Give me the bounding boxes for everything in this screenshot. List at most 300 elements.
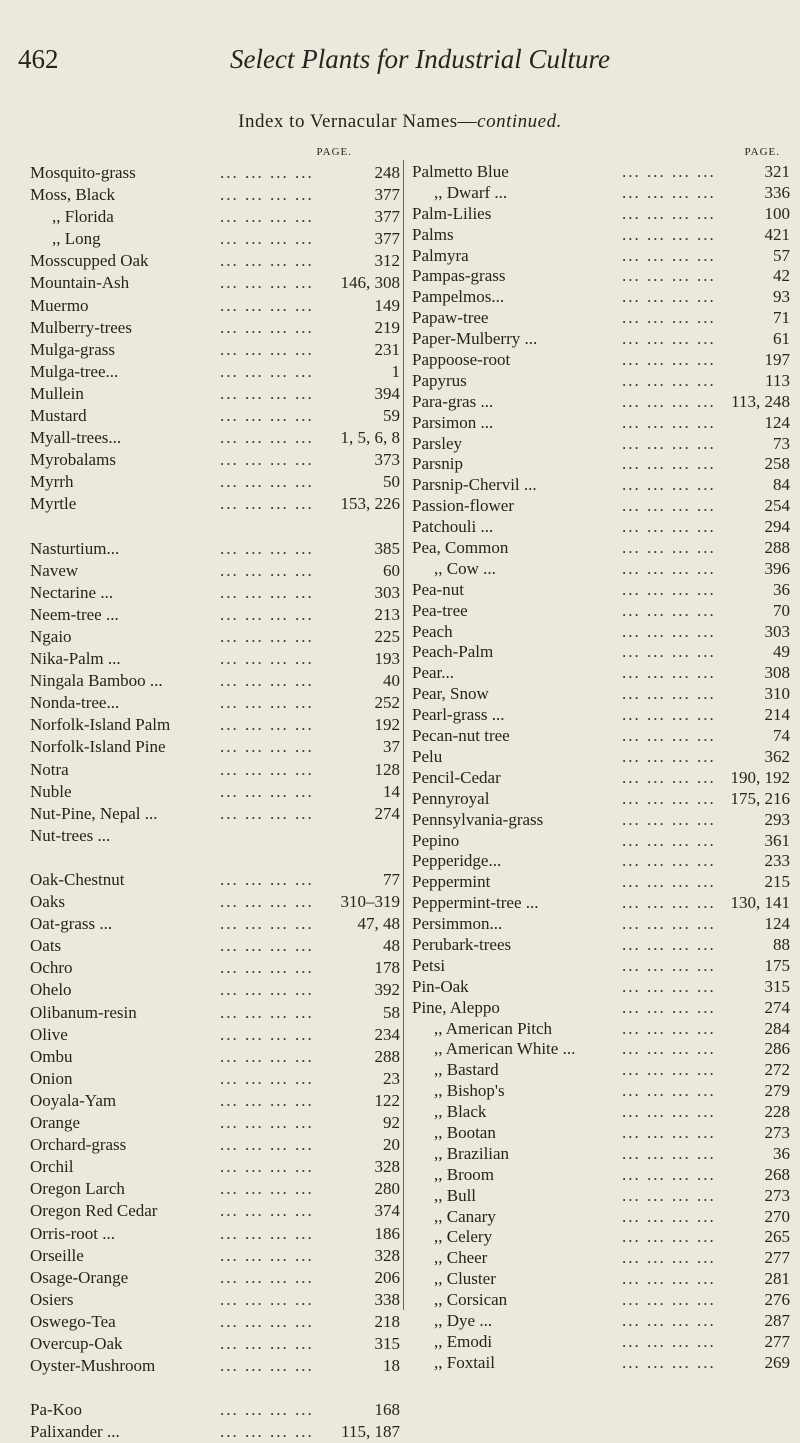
- index-entry: [412, 914, 790, 935]
- entry-page: 113: [765, 370, 790, 390]
- index-entry: [30, 957, 400, 979]
- entry-page: 284: [764, 1018, 790, 1038]
- index-entry: [412, 183, 790, 204]
- index-entry: [30, 162, 400, 184]
- leader-dots: ... ... ... ...: [622, 1081, 716, 1101]
- leader-dots: ... ... ... ...: [220, 626, 314, 646]
- entry-page: 49: [773, 642, 790, 662]
- leader-dots: ... ... ... ...: [220, 163, 314, 182]
- leader-dots: ... ... ... ...: [220, 1289, 314, 1309]
- entry-page: 294: [764, 517, 790, 537]
- leader-dots: ... ... ... ...: [622, 558, 716, 578]
- entry-page: 71: [773, 308, 790, 328]
- entry-name: Pearl-grass ...: [412, 705, 505, 725]
- leader-dots: ... ... ... ...: [220, 914, 314, 934]
- entry-page: 74: [773, 726, 790, 746]
- entry-name: Osiers: [30, 1289, 74, 1309]
- entry-name: Mulga-grass: [30, 339, 115, 359]
- leader-dots: ... ... ... ...: [622, 266, 716, 286]
- leader-dots: ... ... ... ...: [220, 649, 314, 669]
- entry-name: Oyster-Mushroom: [30, 1356, 156, 1376]
- entry-name: Peppermint-tree ...: [412, 893, 539, 913]
- leader-dots: ... ... ... ...: [622, 976, 716, 996]
- leader-dots: ... ... ... ...: [622, 1206, 716, 1226]
- entry-page: 37: [383, 737, 400, 757]
- leader-dots: ... ... ... ...: [622, 245, 716, 265]
- entry-page: 149: [374, 295, 400, 315]
- index-entry: [30, 405, 400, 427]
- leader-dots: ... ... ... ...: [622, 162, 716, 181]
- leader-dots: ... ... ... ...: [622, 496, 716, 516]
- entry-name: Pear...: [412, 663, 455, 683]
- leader-dots: ... ... ... ...: [220, 870, 314, 889]
- entry-name: Pea-tree: [412, 600, 468, 620]
- entry-name: Oaks: [30, 892, 65, 912]
- entry-name: Pennyroyal: [412, 788, 490, 808]
- entry-page: 274: [374, 803, 400, 823]
- entry-name: Pennsylvania-grass: [412, 809, 544, 829]
- leader-dots: ... ... ... ...: [220, 472, 314, 492]
- entry-page: 214: [764, 705, 790, 725]
- index-entry: [30, 648, 400, 670]
- entry-name: Nut-Pine, Nepal ...: [30, 803, 158, 823]
- entry-page: 336: [764, 182, 790, 202]
- index-entry: [30, 471, 400, 493]
- entry-page: 73: [773, 433, 790, 453]
- entry-name: Orseille: [30, 1245, 84, 1265]
- entry-page: 286: [764, 1039, 790, 1059]
- leader-dots: ... ... ... ...: [220, 604, 314, 624]
- index-entry: [412, 266, 790, 287]
- index-entry: [30, 759, 400, 781]
- entry-page: 186: [374, 1223, 400, 1243]
- index-entry: [30, 935, 400, 957]
- entry-name: Muermo: [30, 295, 89, 315]
- entry-page: 233: [764, 851, 790, 871]
- entry-page: 50: [383, 472, 400, 492]
- entry-name: Palmetto Blue: [412, 162, 509, 181]
- entry-name: Mustard: [30, 406, 87, 426]
- leader-dots: ... ... ... ...: [622, 914, 716, 934]
- index-entry: [412, 225, 790, 246]
- leader-dots: ... ... ... ...: [622, 538, 716, 558]
- entry-page: 18: [383, 1356, 400, 1376]
- leader-dots: ... ... ... ...: [622, 997, 716, 1017]
- entry-name: ,, Corsican: [434, 1290, 508, 1310]
- leader-dots: ... ... ... ...: [622, 475, 716, 495]
- leader-dots: ... ... ... ...: [220, 339, 314, 359]
- entry-page: 328: [374, 1245, 400, 1265]
- leader-dots: ... ... ... ...: [220, 450, 314, 470]
- entry-page: 377: [374, 185, 400, 205]
- leader-dots: ... ... ... ...: [220, 781, 314, 801]
- index-entry: [30, 361, 400, 383]
- entry-page: 308: [764, 663, 790, 683]
- entry-name: Para-gras ...: [412, 391, 494, 411]
- index-entry: [412, 622, 790, 643]
- entry-name: ,, Celery: [434, 1227, 493, 1247]
- leader-dots: ... ... ... ...: [622, 851, 716, 871]
- entry-page: 215: [764, 872, 790, 892]
- leader-dots: ... ... ... ...: [622, 329, 716, 349]
- entry-name: Neem-tree ...: [30, 604, 119, 624]
- leader-dots: ... ... ... ...: [220, 1245, 314, 1265]
- leader-dots: ... ... ... ...: [622, 1018, 716, 1038]
- leader-dots: ... ... ... ...: [220, 1400, 314, 1420]
- entry-page: 276: [764, 1290, 790, 1310]
- entry-name: Ningala Bamboo ...: [30, 671, 163, 691]
- index-entry: [412, 726, 790, 747]
- index-entry: [412, 998, 790, 1019]
- leader-dots: ... ... ... ...: [220, 582, 314, 602]
- entry-name: Parsley: [412, 433, 463, 453]
- leader-dots: ... ... ... ...: [622, 391, 716, 411]
- entry-name: Moss, Black: [30, 185, 115, 205]
- entry-page: 277: [764, 1331, 790, 1351]
- leader-dots: ... ... ... ...: [622, 1060, 716, 1080]
- page-column-heading: PAGE.: [744, 146, 780, 158]
- index-entry: [412, 1019, 790, 1040]
- entry-page: 193: [374, 649, 400, 669]
- leader-dots: ... ... ... ...: [622, 579, 716, 599]
- leader-dots: ... ... ... ...: [220, 560, 314, 580]
- entry-name: Pencil-Cedar: [412, 767, 501, 787]
- entry-page: 328: [374, 1157, 400, 1177]
- entry-page: 153, 226: [340, 494, 400, 514]
- entry-page: 362: [764, 746, 790, 766]
- entry-name: ,, Bull: [434, 1185, 477, 1205]
- entry-page: 36: [773, 1143, 790, 1163]
- index-entry: [412, 454, 790, 475]
- index-entry: [412, 1207, 790, 1228]
- leader-dots: ... ... ... ...: [220, 715, 314, 735]
- index-entry: [30, 272, 400, 294]
- entry-page: 124: [764, 412, 790, 432]
- index-entry: [30, 1333, 400, 1355]
- entry-page: 88: [773, 934, 790, 954]
- leader-dots: ... ... ... ...: [622, 1227, 716, 1247]
- index-entry: [30, 1024, 400, 1046]
- leader-dots: ... ... ... ...: [220, 1267, 314, 1287]
- leader-dots: ... ... ... ...: [622, 370, 716, 390]
- index-entry: [30, 979, 400, 1001]
- entry-name: Pea-nut: [412, 579, 464, 599]
- leader-dots: ... ... ... ...: [622, 350, 716, 370]
- index-entry: [412, 1165, 790, 1186]
- entry-name: Ochro: [30, 958, 73, 978]
- entry-name: Orchil: [30, 1157, 74, 1177]
- left-index-column: [30, 142, 400, 1443]
- entry-name: Pin-Oak: [412, 976, 469, 996]
- leader-dots: ... ... ... ...: [220, 229, 314, 249]
- index-entry: [412, 1290, 790, 1311]
- entry-name: Myrrh: [30, 472, 74, 492]
- index-entry: [30, 317, 400, 339]
- entry-page: 288: [374, 1046, 400, 1066]
- entry-page: 192: [374, 715, 400, 735]
- entry-page: 92: [383, 1113, 400, 1133]
- index-entry: [412, 538, 790, 559]
- index-entry: [412, 1102, 790, 1123]
- leader-dots: ... ... ... ...: [220, 1311, 314, 1331]
- entry-page: 70: [773, 600, 790, 620]
- entry-page: 42: [773, 266, 790, 286]
- column-divider: [403, 160, 404, 1310]
- leader-dots: ... ... ... ...: [622, 934, 716, 954]
- index-entry: [30, 670, 400, 692]
- entry-page: 100: [764, 203, 790, 223]
- index-entry: [30, 1090, 400, 1112]
- index-entry: [30, 626, 400, 648]
- entry-name: Mountain-Ash: [30, 273, 130, 293]
- entry-page: 60: [383, 560, 400, 580]
- index-entry: [412, 392, 790, 413]
- leader-dots: ... ... ... ...: [622, 642, 716, 662]
- page-header: [0, 44, 800, 94]
- leader-dots: ... ... ... ...: [622, 182, 716, 202]
- leader-dots: ... ... ... ...: [220, 207, 314, 227]
- index-entry: [30, 1311, 400, 1333]
- entry-name: Pepino: [412, 830, 460, 850]
- entry-name: Myrobalams: [30, 450, 116, 470]
- entry-page: 269: [764, 1352, 790, 1372]
- leader-dots: ... ... ... ...: [220, 361, 314, 381]
- index-entry: [30, 1267, 400, 1289]
- entry-name: Mulga-tree...: [30, 361, 119, 381]
- entry-page: 258: [764, 454, 790, 474]
- group-gap: [30, 1377, 400, 1399]
- leader-dots: ... ... ... ...: [622, 1122, 716, 1142]
- leader-dots: ... ... ... ...: [220, 892, 314, 912]
- entry-name: Overcup-Oak: [30, 1333, 123, 1353]
- entry-name: Pelu: [412, 746, 443, 766]
- entry-name: ,, Cluster: [434, 1269, 496, 1289]
- entry-name: Pea, Common: [412, 538, 509, 558]
- index-entry: [412, 872, 790, 893]
- entry-page: 281: [764, 1269, 790, 1289]
- index-entry: [412, 496, 790, 517]
- entry-name: Nasturtium...: [30, 538, 120, 558]
- index-entry: [30, 1134, 400, 1156]
- entry-name: ,, Black: [434, 1102, 487, 1122]
- leader-dots: ... ... ... ...: [622, 600, 716, 620]
- leader-dots: ... ... ... ...: [220, 737, 314, 757]
- leader-dots: ... ... ... ...: [220, 428, 314, 448]
- leader-dots: ... ... ... ...: [220, 1046, 314, 1066]
- entry-name: ,, Dwarf ...: [434, 182, 508, 202]
- index-entry: [412, 810, 790, 831]
- index-entry: [30, 736, 400, 758]
- index-entry: [30, 1178, 400, 1200]
- entry-name: Oregon Red Cedar: [30, 1201, 158, 1221]
- entry-name: Papyrus: [412, 370, 467, 390]
- index-entry: [412, 977, 790, 998]
- entry-name: Nika-Palm ...: [30, 649, 121, 669]
- index-entry: [412, 893, 790, 914]
- entry-name: Mosquito-grass: [30, 163, 136, 182]
- entry-page: 122: [374, 1090, 400, 1110]
- entry-name: ,, American White ...: [434, 1039, 576, 1059]
- leader-dots: ... ... ... ...: [622, 767, 716, 787]
- index-entry: [30, 869, 400, 891]
- entry-page: 303: [764, 621, 790, 641]
- entry-page: 113, 248: [731, 391, 790, 411]
- index-entry: [412, 1227, 790, 1248]
- entry-name: Pa-Koo: [30, 1400, 82, 1420]
- index-entry: [412, 475, 790, 496]
- leader-dots: ... ... ... ...: [622, 1185, 716, 1205]
- entry-page: 146, 308: [340, 273, 400, 293]
- index-entry: [30, 1355, 400, 1377]
- entry-page: 288: [764, 538, 790, 558]
- entry-name: ,, Broom: [434, 1164, 494, 1184]
- leader-dots: ... ... ... ...: [622, 1331, 716, 1351]
- entry-page: 124: [764, 914, 790, 934]
- entry-name: Orchard-grass: [30, 1135, 127, 1155]
- index-entry: [30, 714, 400, 736]
- leader-dots: ... ... ... ...: [622, 809, 716, 829]
- entry-name: ,, Canary: [434, 1206, 496, 1226]
- entry-page: 377: [374, 207, 400, 227]
- leader-dots: ... ... ... ...: [220, 693, 314, 713]
- index-entry: [30, 1156, 400, 1178]
- entry-page: 321: [764, 162, 790, 181]
- index-entry: [412, 371, 790, 392]
- index-title: [0, 111, 800, 133]
- leader-dots: ... ... ... ...: [220, 317, 314, 337]
- leader-dots: ... ... ... ...: [220, 936, 314, 956]
- entry-name: Nectarine ...: [30, 582, 114, 602]
- entry-name: Ombu: [30, 1046, 73, 1066]
- entry-name: Passion-flower: [412, 496, 514, 516]
- entry-name: ,, Emodi: [434, 1331, 493, 1351]
- entry-page: 57: [773, 245, 790, 265]
- entry-name: Mosscupped Oak: [30, 251, 149, 271]
- entry-name: Nut-trees ...: [30, 825, 111, 845]
- entry-name: Patchouli ...: [412, 517, 494, 537]
- leader-dots: ... ... ... ...: [622, 1102, 716, 1122]
- leader-dots: ... ... ... ...: [220, 980, 314, 1000]
- entry-name: Pampas-grass: [412, 266, 506, 286]
- entry-page: 128: [374, 759, 400, 779]
- index-entry: [412, 1248, 790, 1269]
- index-entry: [30, 560, 400, 582]
- index-entry: [412, 246, 790, 267]
- entry-page: 377: [374, 229, 400, 249]
- entry-page: 273: [764, 1122, 790, 1142]
- leader-dots: ... ... ... ...: [220, 1002, 314, 1022]
- entry-page: 23: [383, 1068, 400, 1088]
- index-entry: [412, 1311, 790, 1332]
- entry-name: Myall-trees...: [30, 428, 122, 448]
- page-column-heading: PAGE.: [316, 146, 352, 158]
- entry-page: 228: [764, 1102, 790, 1122]
- index-entry: [412, 768, 790, 789]
- entry-page: 59: [383, 406, 400, 426]
- entry-page: 273: [764, 1185, 790, 1205]
- entry-name: Pine, Aleppo: [412, 997, 500, 1017]
- index-entry: [412, 434, 790, 455]
- entry-name: Ohelo: [30, 980, 72, 1000]
- entry-name: Pappoose-root: [412, 350, 511, 370]
- entry-page: 396: [764, 558, 790, 578]
- entry-page: 36: [773, 579, 790, 599]
- entry-name: Parsnip-Chervil ...: [412, 475, 537, 495]
- entry-page: 40: [383, 671, 400, 691]
- entry-name: Petsi: [412, 955, 446, 975]
- entry-name: Peach: [412, 621, 453, 641]
- entry-name: Nuble: [30, 781, 72, 801]
- leader-dots: ... ... ... ...: [622, 433, 716, 453]
- leader-dots: ... ... ... ...: [220, 671, 314, 691]
- entry-name: Oak-Chestnut: [30, 870, 125, 889]
- entry-name: Orris-root ...: [30, 1223, 115, 1243]
- entry-page: 130, 141: [730, 893, 790, 913]
- index-entry: [30, 1223, 400, 1245]
- entry-page: 421: [764, 224, 790, 244]
- index-entry: [30, 781, 400, 803]
- entry-name: Oregon Larch: [30, 1179, 125, 1199]
- entry-name: ,, Cheer: [434, 1248, 488, 1268]
- leader-dots: ... ... ... ...: [622, 893, 716, 913]
- leader-dots: ... ... ... ...: [220, 1223, 314, 1243]
- index-entry: [30, 803, 400, 825]
- entry-name: Mulberry-trees: [30, 317, 132, 337]
- index-entry: [30, 228, 400, 250]
- leader-dots: ... ... ... ...: [220, 759, 314, 779]
- index-entry: [30, 604, 400, 626]
- entry-name: Palixander ...: [30, 1422, 120, 1442]
- entry-page: 373: [374, 450, 400, 470]
- index-entry: [30, 339, 400, 361]
- index-entry: [412, 789, 790, 810]
- index-entry: [30, 1200, 400, 1222]
- entry-page: 274: [764, 997, 790, 1017]
- index-entry: [412, 580, 790, 601]
- index-entry: [30, 449, 400, 471]
- leader-dots: ... ... ... ...: [622, 955, 716, 975]
- index-entry: [412, 851, 790, 872]
- index-entry: [412, 204, 790, 225]
- entry-page: 280: [374, 1179, 400, 1199]
- entry-name: Navew: [30, 560, 79, 580]
- entry-name: Olibanum-resin: [30, 1002, 137, 1022]
- entry-name: Norfolk-Island Pine: [30, 737, 166, 757]
- entry-page: 61: [773, 329, 790, 349]
- entry-name: Parsimon ...: [412, 412, 494, 432]
- leader-dots: ... ... ... ...: [220, 273, 314, 293]
- entry-page: 20: [383, 1135, 400, 1155]
- leader-dots: ... ... ... ...: [220, 803, 314, 823]
- leader-dots: ... ... ... ...: [220, 406, 314, 426]
- index-title-continued: continued.: [477, 111, 562, 132]
- entry-page: 303: [374, 582, 400, 602]
- entry-name: Ngaio: [30, 626, 72, 646]
- leader-dots: ... ... ... ...: [622, 788, 716, 808]
- leader-dots: ... ... ... ...: [220, 251, 314, 271]
- entry-name: ,, Bastard: [434, 1060, 499, 1080]
- entry-name: Myrtle: [30, 494, 77, 514]
- index-entry: [30, 1002, 400, 1024]
- index-entry: [412, 601, 790, 622]
- entry-name: Pampelmos...: [412, 287, 505, 307]
- entry-page: 175: [764, 955, 790, 975]
- entry-name: ,, Florida: [52, 207, 114, 227]
- leader-dots: ... ... ... ...: [220, 1135, 314, 1155]
- leader-dots: ... ... ... ...: [622, 621, 716, 641]
- entry-page: 315: [764, 976, 790, 996]
- entry-page: 272: [764, 1060, 790, 1080]
